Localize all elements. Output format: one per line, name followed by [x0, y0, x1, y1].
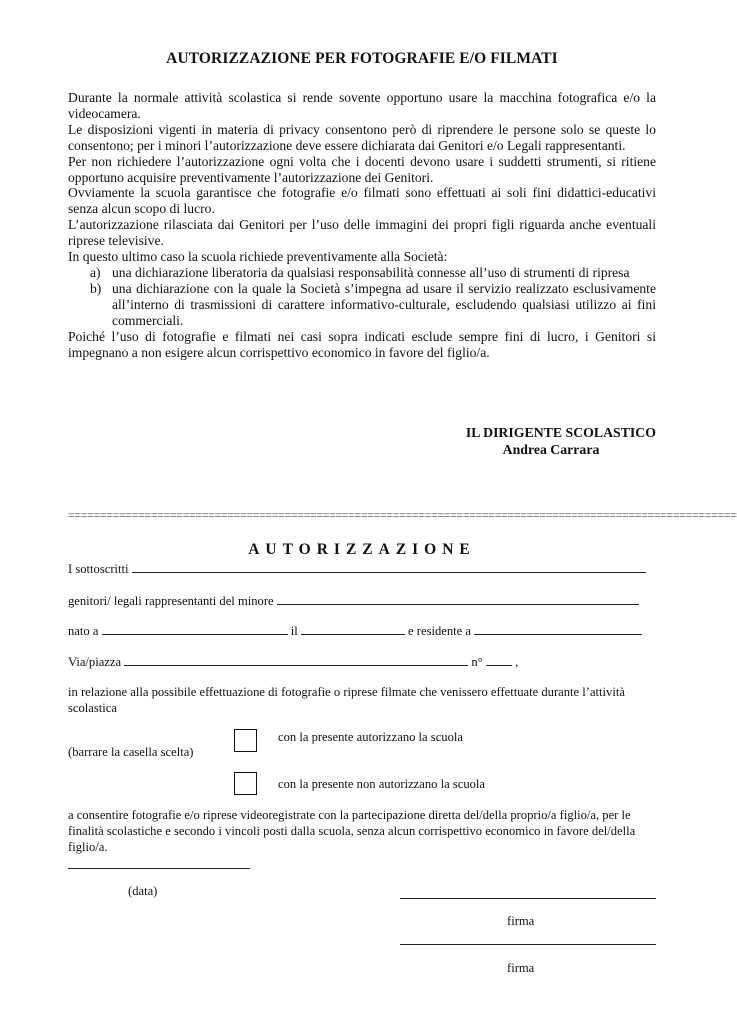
via-label: Via/piazza: [68, 655, 122, 669]
non-autorizzano-label: con la presente non autorizzano la scuola: [278, 777, 486, 791]
residente-label: e residente a: [408, 624, 471, 638]
luogo-nascita-field[interactable]: [102, 622, 288, 635]
il-label: il: [290, 624, 298, 638]
list-marker: a): [90, 264, 101, 280]
signature-role: IL DIRIGENTE SCOLASTICO: [465, 425, 656, 440]
genitori-label: genitori/ legali rappresentanti del minore: [68, 594, 274, 608]
indirizzo-row: [68, 653, 656, 670]
via-field[interactable]: [124, 653, 468, 666]
consenso-text: a consentire fotografie e/o riprese videoregistrate con la partecipazione diretta del/della proprio/a figlio/a, per le finalità scolastiche e secondo i vincoli posti dalla scuola, senza alcun corrispettivo economico in favore del/della figlio/a.: [68, 808, 636, 854]
list-item-text: una dichiarazione liberatoria da qualsiasi responsabilità connesse all’uso di strumenti di ripresa: [112, 264, 630, 280]
minore-field[interactable]: [277, 592, 639, 605]
numero-label: n°: [471, 655, 483, 669]
data-label: (data): [128, 884, 158, 898]
autorizzano-label: con la presente autorizzano la scuola: [278, 730, 463, 744]
genitori-row: [68, 592, 656, 609]
firma-field-2[interactable]: [400, 944, 656, 945]
firma-field-1[interactable]: [400, 898, 656, 899]
intro-paragraph: In questo ultimo caso la scuola richiede preventivamente alla Società:: [68, 249, 448, 265]
list-item: [90, 264, 656, 281]
signature-block: [436, 424, 656, 458]
non-autorizzano-checkbox[interactable]: [234, 772, 257, 795]
data-field[interactable]: [68, 868, 250, 869]
numero-suffix: ,: [515, 655, 519, 669]
list-item-text: una dichiarazione con la quale la Società s’impegna ad usare il servizio realizzato esclusivamente all’interno di trasmissioni di carattere informativo-culturale, escludendo qualsiasi utilizzo ai fini commerciali.: [112, 280, 656, 328]
data-nascita-field[interactable]: [301, 622, 405, 635]
document-title: AUTORIZZAZIONE PER FOTOGRAFIE E/O FILMATI: [166, 50, 558, 67]
list-item: [90, 280, 656, 329]
list-marker: b): [90, 280, 102, 296]
form-heading: AUTORIZZAZIONE: [248, 541, 476, 558]
firma-label-1: firma: [507, 914, 535, 928]
separator-line: =========================================================================================================: [68, 508, 737, 522]
intro-paragraph: L’autorizzazione rilasciata dai Genitori per l’uso delle immagini dei propri figli riguarda anche eventuali riprese televisive.: [68, 217, 656, 249]
intro-paragraph: Durante la normale attività scolastica si rende sovente opportuno usare la macchina fotografica e/o la videocamera.: [68, 90, 656, 121]
barrare-hint: (barrare la casella scelta): [68, 745, 194, 759]
intro-paragraph: Per non richiedere l’autorizzazione ogni volta che i docenti devono usare i suddetti strumenti, si ritiene opportuno acquisire preventivamente l’autorizzazione dei Genitori.: [68, 153, 656, 185]
relazione-text: in relazione alla possibile effettuazione di fotografie o riprese filmate che venissero effettuate durante l’attività scolastica: [68, 685, 625, 715]
sottoscritti-label: I sottoscritti: [68, 562, 129, 576]
sottoscritti-field[interactable]: [132, 560, 646, 573]
intro-text: [68, 90, 656, 360]
residenza-field[interactable]: [474, 622, 642, 635]
signature-name: Andrea Carrara: [502, 442, 600, 457]
numero-field[interactable]: [486, 653, 512, 666]
intro-paragraph: Le disposizioni vigenti in materia di privacy consentono però di riprendere le persone solo se queste lo consentono; per i minori l’autorizzazione deve essere dichiarata dai Genitori e/o Legali rappresentanti.: [68, 121, 656, 153]
intro-paragraph: Ovviamente la scuola garantisce che fotografie e/o filmati sono effettuati ai soli fini didattici-educativi senza alcun scopo di lucro.: [68, 185, 656, 217]
nato-label: nato a: [68, 624, 99, 638]
sottoscritti-row: [68, 560, 656, 577]
firma-label-2: firma: [507, 961, 535, 975]
requirements-list: [68, 265, 656, 329]
autorizzano-checkbox[interactable]: [234, 729, 257, 752]
nascita-row: [68, 622, 656, 639]
closing-paragraph: Poiché l’uso di fotografie e filmati nei casi sopra indicati esclude sempre fini di lucro, i Genitori si impegnano a non esigere alcun corrispettivo economico in favore del figlio/a.: [68, 328, 656, 360]
